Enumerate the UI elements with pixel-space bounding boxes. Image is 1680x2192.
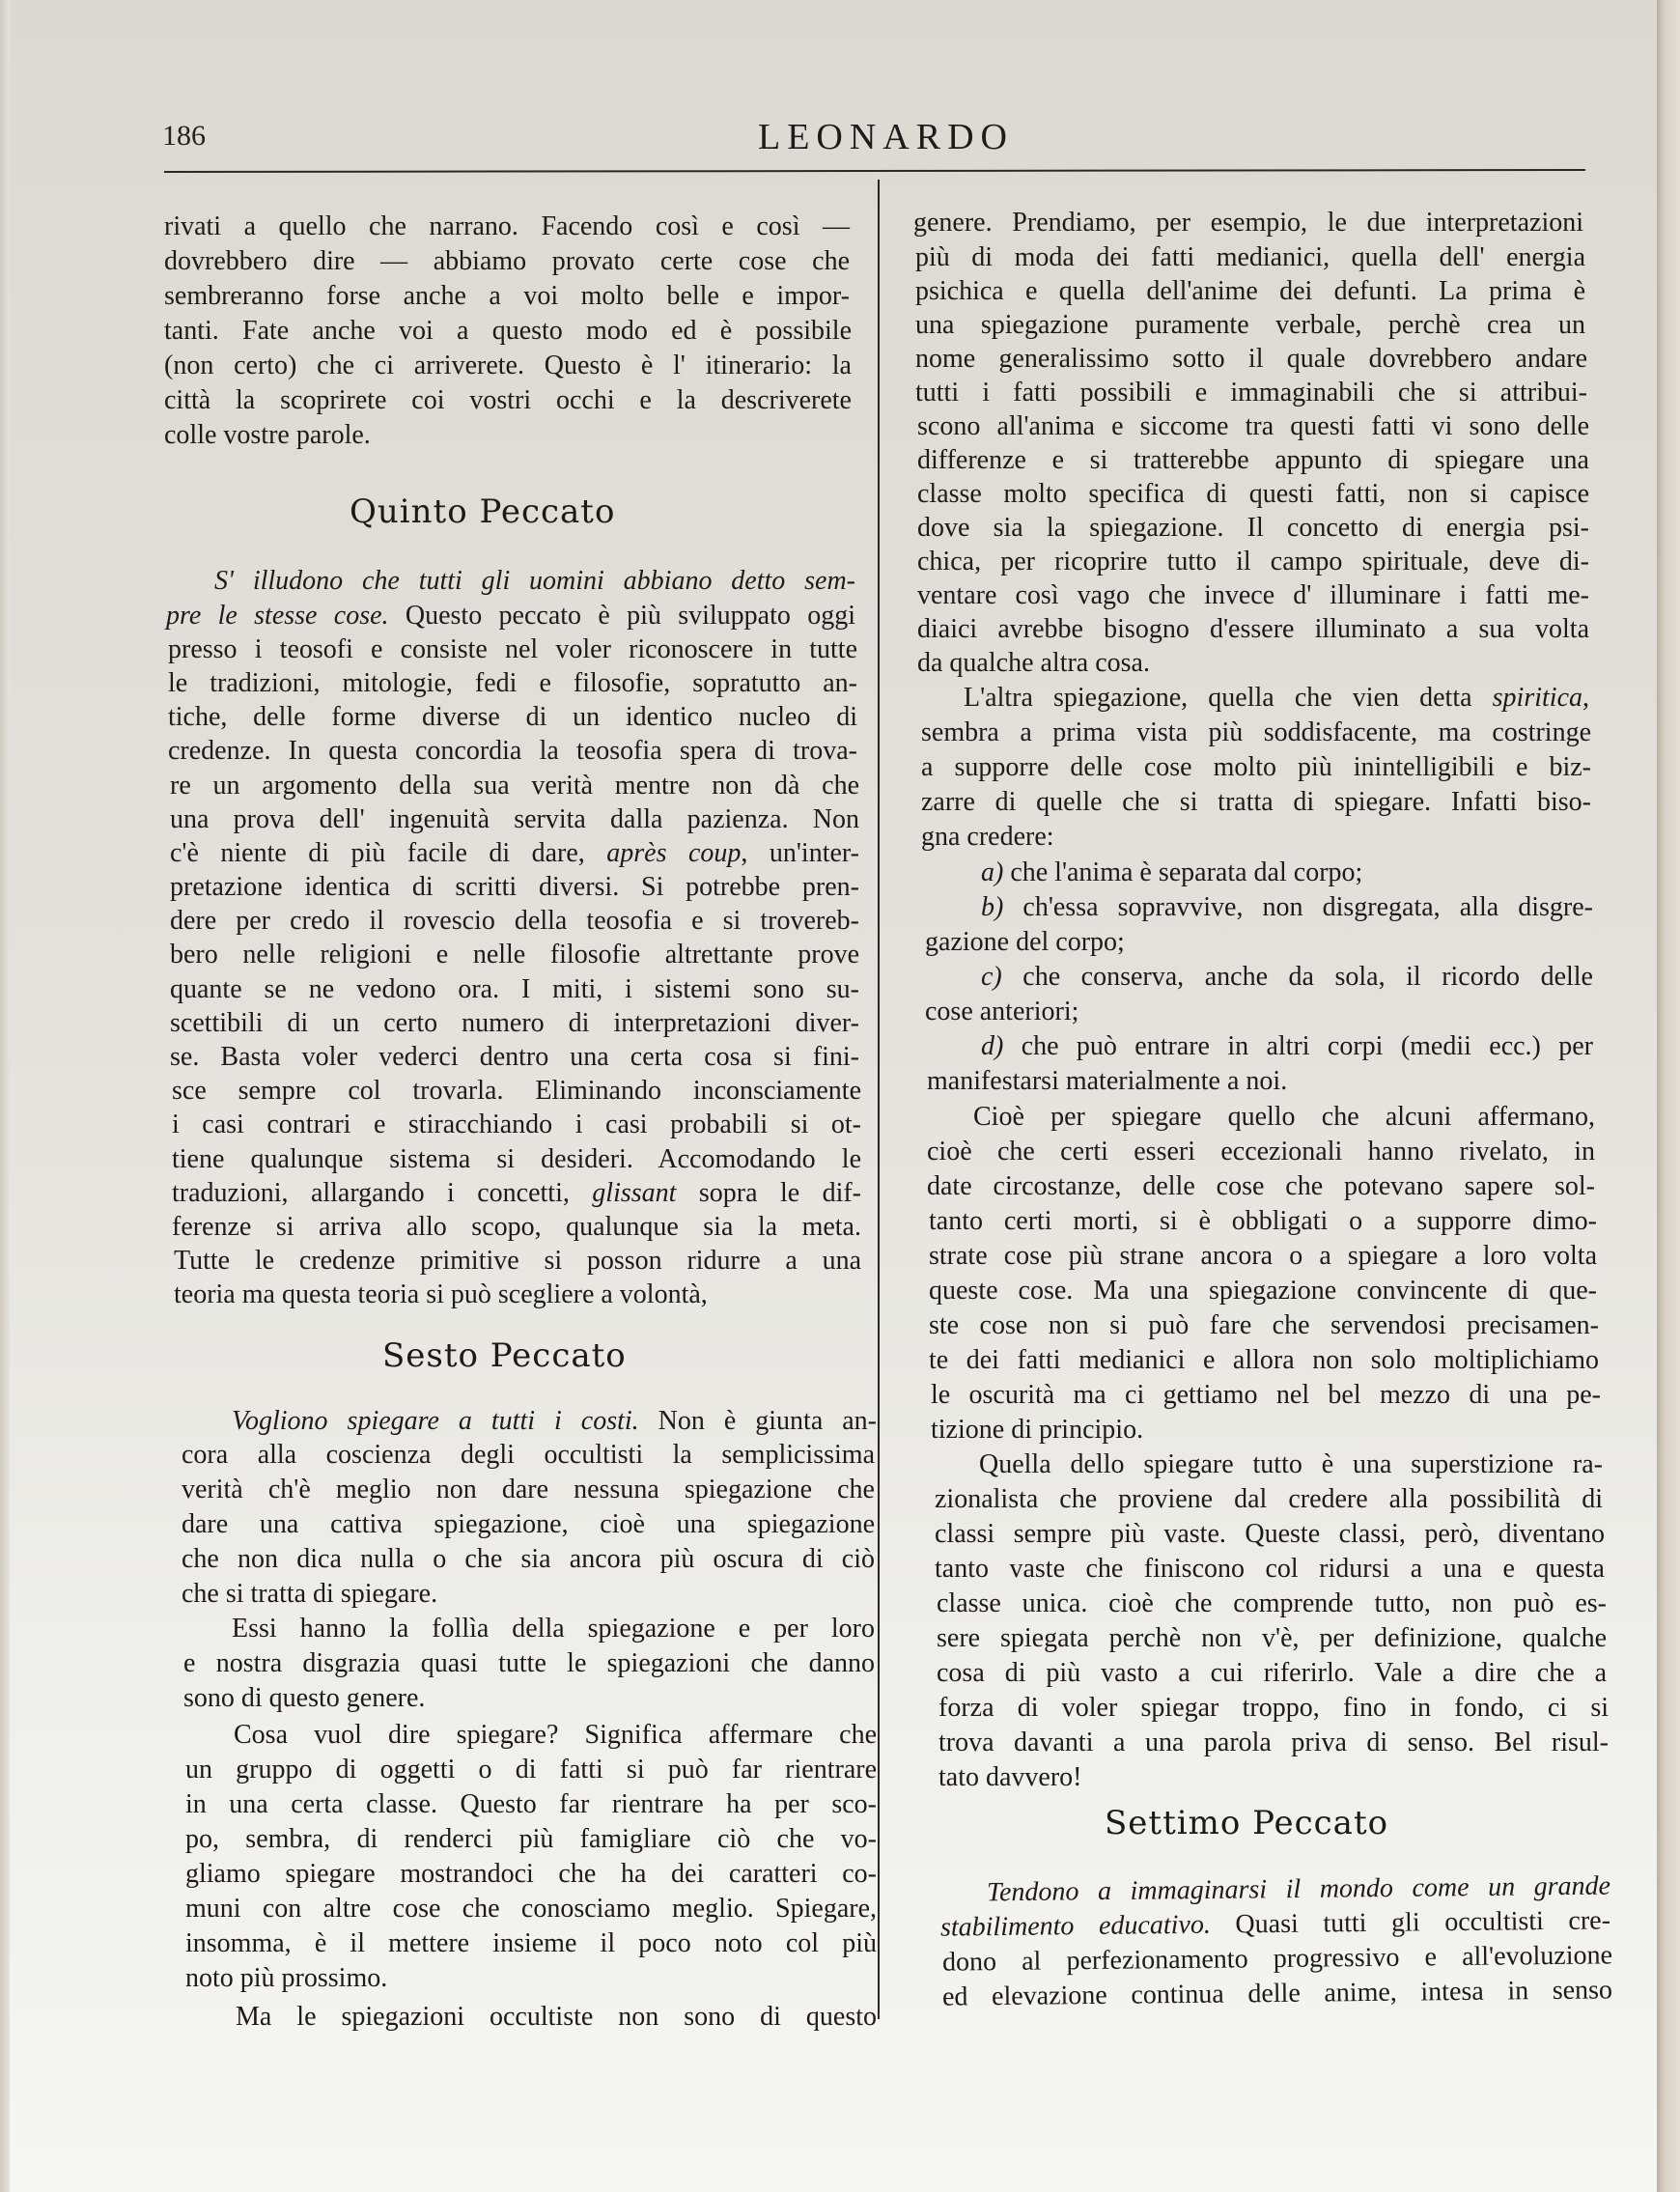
text-line: colle vostre parole. — [164, 420, 371, 450]
text-line: queste cose. Ma una spiegazione convincente di que- — [929, 1276, 1597, 1306]
header-rule — [164, 169, 1585, 173]
text-line: che si tratta di spiegare. — [182, 1579, 438, 1609]
text-span: Non è giunta an- — [638, 1406, 878, 1436]
text-span: ch'essa sopravvive, non disgregata, alla disgre- — [1003, 892, 1593, 922]
text-line: sere spiegata perchè non v'è, per definizione, qualche — [937, 1623, 1607, 1653]
column-divider — [878, 180, 880, 2019]
text-line: zarre di quelle che si tratta di spiegare. Infatti biso- — [921, 787, 1591, 817]
text-line: date circostanze, delle cose che potevano sapere sol- — [927, 1171, 1595, 1201]
list-item-b — [981, 891, 1593, 924]
text-line: pretazione identica di scritti diversi. Si potrebbe pren- — [170, 872, 859, 902]
text-line: diaici avrebbe bisogno d'essere illuminato a sua volta — [917, 614, 1589, 644]
text-span: traduzioni, allargando i concetti, — [172, 1178, 593, 1208]
section-heading-sesto-peccato: Sesto Peccato — [382, 1336, 627, 1375]
text-line: genere. Prendiamo, per esempio, le due interpretazioni — [913, 208, 1583, 238]
text-line: ste cose non si può fare che servendosi precisamen- — [929, 1310, 1599, 1340]
journal-title: LEONARDO — [758, 117, 1014, 157]
italic-phrase: spiritica — [1492, 683, 1582, 713]
list-item-c — [981, 961, 1593, 994]
text-line: città la scoprirete coi vostri occhi e la descriverete — [164, 385, 852, 415]
text-line: nome generalissimo sotto il quale dovrebbero andare — [915, 344, 1587, 374]
text-line: dare una cattiva spiegazione, cioè una spiegazione — [182, 1509, 875, 1539]
text-line — [987, 1870, 1610, 1910]
text-line: Cioè per spiegare quello che alcuni affermano, — [973, 1102, 1595, 1132]
text-line: tanto certi morti, si è obbligati o a supporre dimo- — [929, 1206, 1597, 1236]
text-line: una spiegazione puramente verbale, perchè crea un — [915, 310, 1585, 340]
text-line: dere per credo il rovescio della teosofia e si trovereb- — [170, 906, 859, 936]
page-number: 186 — [162, 120, 206, 152]
text-span: che l'anima è separata dal corpo; — [1003, 857, 1363, 887]
text-line: credenze. In questa concordia la teosofia spera di trova- — [168, 736, 857, 766]
text-line: se. Basta voler vederci dentro una certa cosa si fini- — [170, 1042, 859, 1072]
text-line: strate cose più strane ancora o a spiegare a loro volta — [929, 1241, 1597, 1271]
text-span: che può entrare in altri corpi (medii ecc.) per — [1003, 1031, 1593, 1061]
list-marker: a) — [981, 857, 1004, 887]
text-line: tanti. Fate anche voi a questo modo ed è possibile — [164, 316, 852, 346]
italic-lead: S' illudono che tutti gli uomini abbiano detto sem- — [214, 566, 855, 596]
text-line: da qualche altra cosa. — [917, 648, 1150, 678]
text-line: cose anteriori; — [925, 997, 1079, 1026]
text-line: classe unica. cioè che comprende tutto, non può es- — [937, 1588, 1607, 1618]
text-line: trova davanti a una parola priva di senso. Bel risul- — [938, 1728, 1609, 1757]
text-line: Essi hanno la follìa della spiegazione e per loro — [232, 1614, 875, 1644]
italic-lead: stabilimento educativo. — [939, 1909, 1212, 1943]
text-line: tizione di principio. — [931, 1415, 1144, 1445]
text-line: ferenze si arriva allo scopo, qualunque sia la meta. — [172, 1212, 861, 1242]
text-line: bero nelle religioni e nelle filosofie altrettante prove — [170, 940, 859, 970]
text-line: sembreranno forse anche a voi molto belle e impor- — [164, 281, 850, 311]
text-line: insomma, è il mettere insieme il poco noto col più — [185, 1928, 877, 1958]
text-line: tiene qualunque sistema si desideri. Accomodando le — [172, 1144, 861, 1174]
text-line: sono di questo genere. — [183, 1683, 426, 1713]
text-line: ed elevazione continua delle anime, intesa in senso — [941, 1975, 1613, 2012]
text-line: gliamo spiegare mostrandoci che ha dei caratteri co- — [185, 1859, 877, 1889]
text-line: manifestarsi materialmente a noi. — [927, 1066, 1288, 1096]
section-heading-settimo-peccato: Settimo Peccato — [1105, 1804, 1389, 1842]
text-line: dono al perfezionamento progressivo e all'evoluzione — [941, 1940, 1613, 1978]
italic-lead: Tendono a immaginarsi il mondo come un grande — [986, 1870, 1611, 1908]
text-line: cora alla coscienza degli occultisti la semplicissima — [182, 1440, 875, 1470]
text-line: Ma le spiegazioni occultiste non sono di questo — [236, 2002, 877, 2032]
text-line: sce sempre col trovarla. Eliminando inconsciamente — [172, 1076, 861, 1106]
text-line: psichica e quella dell'anime dei defunti. La prima è — [915, 276, 1585, 306]
text-line: che non dica nulla o che sia ancora più oscura di ciò — [182, 1544, 875, 1574]
text-line: più di moda dei fatti medianici, quella dell' energia — [915, 242, 1585, 272]
text-line — [232, 1405, 877, 1438]
text-line: Cosa vuol dire spiegare? Significa affermare che — [234, 1720, 877, 1750]
text-line: verità ch'è meglio non dare nessuna spiegazione che — [182, 1475, 875, 1504]
list-marker: d) — [981, 1031, 1004, 1061]
text-line: e nostra disgrazia quasi tutte le spiegazioni che danno — [183, 1648, 875, 1678]
text-line: zionalista che proviene dal credere alla possibilità di — [935, 1484, 1603, 1514]
page-edge-left — [0, 0, 10, 2192]
italic-phrase: après coup — [606, 838, 742, 868]
text-line: a supporre delle cose molto più inintelligibili e biz- — [921, 752, 1591, 782]
text-line: gazione del corpo; — [925, 927, 1125, 957]
text-span: Questo peccato è più sviluppato oggi — [388, 601, 855, 631]
text-line: differenze e si tratterebbe appunto di spiegare una — [917, 445, 1589, 475]
text-line: teoria ma questa teoria si può scegliere a volontà, — [174, 1279, 708, 1309]
text-line: una prova dell' ingenuità servita dalla pazienza. Non — [170, 804, 859, 834]
text-line: dove sia la spiegazione. Il concetto di energia psi- — [917, 513, 1589, 543]
text-line: presso i teosofi e consiste nel voler riconoscere in tutte — [168, 634, 857, 664]
text-line — [964, 682, 1589, 715]
text-line: muni con altre cose che conosciamo meglio. Spiegare, — [185, 1894, 877, 1924]
text-line: re un argomento della sua verità mentre non dà che — [170, 771, 859, 801]
text-line: le tradizioni, mitologie, fedi e filosofie, sopratutto an- — [168, 668, 857, 698]
text-line: cioè che certi esseri eccezionali hanno rivelato, in — [927, 1137, 1595, 1166]
text-line — [166, 600, 855, 632]
text-line: quante se ne vedono ora. I miti, i sistemi sono su- — [170, 974, 859, 1004]
text-line: po, sembra, di renderci più famigliare ciò che vo- — [185, 1824, 877, 1854]
text-line: (non certo) che ci arriverete. Questo è l' itinerario: la — [164, 351, 852, 380]
text-line: i casi contrari e stiracchiando i casi probabili si ot- — [172, 1110, 861, 1139]
text-line: te dei fatti medianici e allora non solo moltiplichiamo — [929, 1345, 1599, 1375]
text-line — [214, 565, 855, 598]
text-span: L'altra spiegazione, quella che vien detta — [964, 683, 1493, 713]
text-line: Quella dello spiegare tutto è una superstizione ra- — [979, 1449, 1603, 1479]
text-line: rivati a quello che narrano. Facendo così e così — — [164, 211, 850, 241]
text-span: che conserva, anche da sola, il ricordo delle — [1001, 962, 1593, 992]
text-span: , — [1582, 683, 1589, 713]
text-line: scono all'anima e siccome tra questi fatti vi sono delle — [917, 411, 1589, 441]
text-line — [170, 837, 859, 870]
text-line — [940, 1904, 1610, 1944]
text-line: tato davvero! — [938, 1762, 1082, 1792]
italic-lead: Vogliono spiegare a tutti i costi. — [232, 1406, 639, 1436]
italic-phrase: glissant — [592, 1178, 677, 1208]
text-line: classi sempre più vaste. Queste classi, però, diventano — [935, 1519, 1605, 1549]
list-item-d — [981, 1030, 1593, 1063]
text-line: cosa di più vasto a cui riferirlo. Vale a dire che a — [937, 1658, 1607, 1688]
text-line: ventare così vago che invece d' illuminare i fatti me- — [917, 580, 1589, 610]
text-line: tutti i fatti possibili e immaginabili che si attribui- — [915, 378, 1587, 407]
text-line: le oscurità ma ci gettiamo nel bel mezzo di una pe- — [931, 1380, 1601, 1410]
text-line: Tutte le credenze primitive si posson ridurre a una — [174, 1246, 861, 1276]
text-line: scettibili di un certo numero di interpretazioni diver- — [170, 1008, 859, 1038]
text-span: c'è niente di più facile di dare, — [170, 838, 607, 868]
text-line: gna credere: — [921, 822, 1054, 852]
text-line — [172, 1177, 861, 1210]
page-edge-right — [1657, 0, 1680, 2192]
list-marker: c) — [981, 962, 1002, 992]
text-line: forza di voler spiegar troppo, fino in fondo, ci si — [938, 1693, 1609, 1723]
text-line: classe molto specifica di questi fatti, non si capisce — [917, 479, 1589, 509]
text-line: noto più prossimo. — [185, 1963, 388, 1993]
text-span: Quasi tutti gli occultisti cre- — [1210, 1905, 1611, 1940]
text-line: in una certa classe. Questo far rientrare ha per sco- — [185, 1789, 877, 1819]
section-heading-quinto-peccato: Quinto Peccato — [350, 492, 616, 531]
text-line: chica, per ricoprire tutto il campo spirituale, deve di- — [917, 547, 1589, 576]
text-line: tiche, delle forme diverse di un identico nucleo di — [168, 702, 857, 732]
italic-lead: pre le stesse cose. — [166, 601, 389, 631]
text-line: un gruppo di oggetti o di fatti si può far rientrare — [185, 1755, 877, 1785]
text-line: tanto vaste che finiscono col ridursi a una e questa — [935, 1554, 1605, 1584]
text-span: sopra le dif- — [676, 1178, 861, 1208]
text-line: dovrebbero dire — abbiamo provato certe cose che — [164, 246, 850, 276]
text-line: sembra a prima vista più soddisfacente, ma costringe — [921, 717, 1591, 747]
list-item-a — [981, 857, 1589, 889]
text-span: , un'inter- — [741, 838, 859, 868]
list-marker: b) — [981, 892, 1004, 922]
